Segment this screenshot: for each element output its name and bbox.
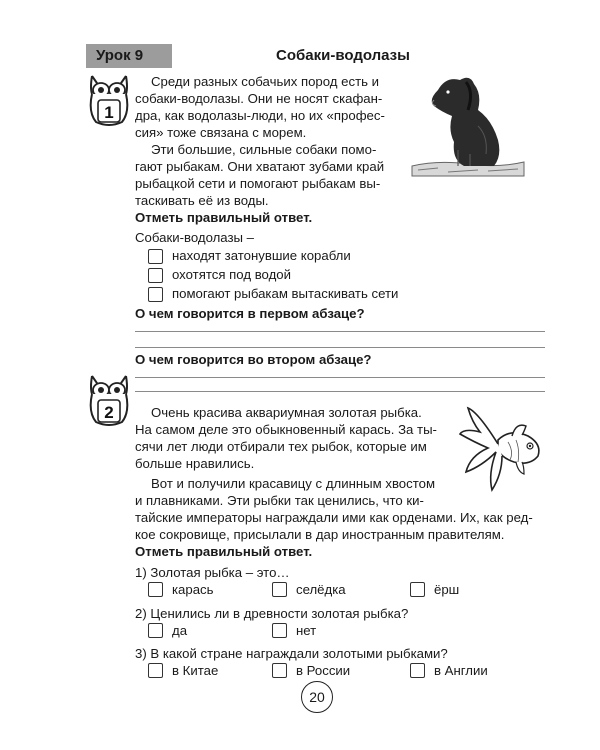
text-line: собаки-водолазы. Они не носят скафан- <box>135 91 383 106</box>
question-1: Собаки-водолазы – <box>135 230 255 245</box>
option-label: селёдка <box>296 582 346 597</box>
dog-illustration <box>408 70 528 185</box>
owl-icon <box>86 372 132 428</box>
text-line: На самом деле это обыкновенный карась. За ты- <box>135 422 437 437</box>
option-label: ёрш <box>434 582 460 597</box>
text-line: таскивать её из воды. <box>135 193 269 208</box>
owl-number-2 <box>86 372 132 433</box>
answer-line[interactable] <box>135 377 545 378</box>
option-label: нет <box>296 623 317 638</box>
option-row[interactable] <box>148 285 398 303</box>
question-3: О чем говорится во втором абзаце? <box>135 352 372 367</box>
option-row[interactable] <box>148 623 187 638</box>
answer-checkbox[interactable] <box>272 582 287 597</box>
owl-icon <box>86 72 132 128</box>
text-line: Очень красива аквариумная золотая рыбка. <box>151 405 422 420</box>
text-line: дра, как водолазы-люди, но их «профес- <box>135 108 385 123</box>
lesson-label: Урок 9 <box>86 44 172 68</box>
option-row[interactable] <box>410 582 459 597</box>
text-line: Эти большие, сильные собаки помо- <box>151 142 377 157</box>
option-label: помогают рыбакам вытаскивать сети <box>172 286 399 301</box>
instruction-2: Отметь правильный ответ. <box>135 544 313 559</box>
question-2-2: 2) Ценились ли в древности золотая рыбка? <box>135 606 409 621</box>
text-line: сия» тоже связана с морем. <box>135 125 307 140</box>
option-row[interactable] <box>272 623 316 638</box>
text-line: сячи лет люди отбирали тех рыбок, которые им <box>135 439 427 454</box>
answer-checkbox[interactable] <box>410 663 425 678</box>
text-line: Вот и получили красавицу с длинным хвостом <box>151 476 436 491</box>
task-number-1: 1 <box>104 103 114 122</box>
option-label: охотятся под водой <box>172 267 291 282</box>
answer-line[interactable] <box>135 347 545 348</box>
option-row[interactable] <box>410 663 488 678</box>
owl-number-1 <box>86 72 132 133</box>
text-line: рыбацкой сети и помогают рыбакам вы- <box>135 176 381 191</box>
answer-checkbox[interactable] <box>148 287 163 302</box>
answer-checkbox[interactable] <box>148 249 163 264</box>
option-row[interactable] <box>148 582 214 597</box>
page-title: Собаки-водолазы <box>276 47 410 64</box>
option-label: карась <box>172 582 214 597</box>
text-line: кое сокровище, присылали в дар иностранным правителям. <box>135 527 505 542</box>
option-row[interactable] <box>272 582 346 597</box>
answer-checkbox[interactable] <box>148 582 163 597</box>
text-line: Среди разных собачьих пород есть и <box>151 74 380 89</box>
answer-line[interactable] <box>135 391 545 392</box>
answer-line[interactable] <box>135 331 545 332</box>
option-label: да <box>172 623 188 638</box>
option-row[interactable] <box>148 247 351 265</box>
answer-checkbox[interactable] <box>410 582 425 597</box>
question-2-3: 3) В какой стране награждали золотыми рыбками? <box>135 646 448 661</box>
task1-text <box>135 73 415 209</box>
goldfish-illustration <box>458 402 550 499</box>
option-row[interactable] <box>148 266 291 284</box>
option-label: в России <box>296 663 351 678</box>
option-label: в Англии <box>434 663 488 678</box>
answer-checkbox[interactable] <box>272 663 287 678</box>
question-2: О чем говорится в первом абзаце? <box>135 306 365 321</box>
text-line: гают рыбакам. Они хватают зубами край <box>135 159 385 174</box>
question-2-1: 1) Золотая рыбка – это… <box>135 565 290 580</box>
answer-checkbox[interactable] <box>148 623 163 638</box>
text-line: и плавниками. Эти рыбки так ценились, что ки- <box>135 493 424 508</box>
option-label: в Китае <box>172 663 219 678</box>
text-line: больше нравились. <box>135 456 255 471</box>
answer-checkbox[interactable] <box>148 268 163 283</box>
text-line: тайские императоры награждали ими как орденами. Их, как ред- <box>135 510 533 525</box>
page-number: 20 <box>301 681 333 713</box>
task-number-2: 2 <box>104 403 114 422</box>
answer-checkbox[interactable] <box>272 623 287 638</box>
option-label: находят затонувшие корабли <box>172 248 351 263</box>
option-row[interactable] <box>272 663 350 678</box>
answer-checkbox[interactable] <box>148 663 163 678</box>
option-row[interactable] <box>148 663 218 678</box>
instruction-1: Отметь правильный ответ. <box>135 210 313 225</box>
